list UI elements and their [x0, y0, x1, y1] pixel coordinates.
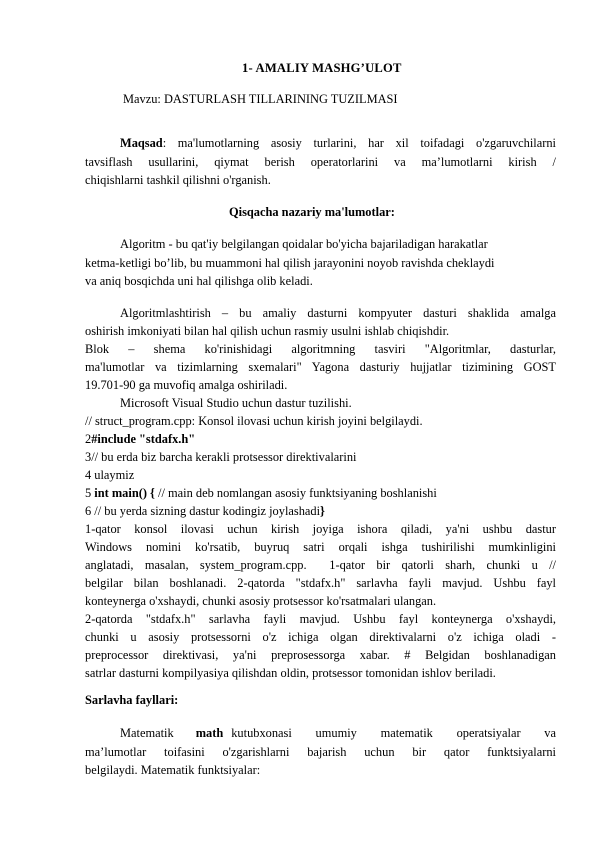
explain1-line-3: anglatadi, masalan, system_program.cpp. 1-qator bir qatorli sharh, chunki u // [85, 558, 556, 572]
explain1-line-4: belgilar bilan boshlanadi. 2-qatorda "stdafx.h" sarlavha fayli mavjud. Ushbu fayl [85, 576, 556, 590]
vs-structure-line: Microsoft Visual Studio uchun dastur tuzilishi. [120, 396, 352, 410]
goal-line-3: chiqishlarni tashkil qilishni o'rganish. [85, 173, 271, 187]
code-line-5: 5 int main() { // main deb nomlangan asosiy funktsiyaning boshlanishi [85, 486, 437, 500]
topic-label: Mavzu [123, 92, 158, 106]
code-line-2: 2#include "stdafx.h" [85, 432, 196, 446]
code-line-3: 3// bu erda biz barcha kerakli protsessor direktivalarini [85, 450, 357, 464]
algorithm-line-2: ketma-ketligi bo’lib, bu muammoni hal qilish jarayonini noyob ravishda cheklaydi [85, 256, 495, 270]
explain2-line-4: satrlar dasturni kompilyasiya qilishdan oldin, protsessor tomonidan ishlov beriladi. [85, 666, 496, 680]
math-line-3: belgilaydi. Matematik funktsiyalar: [85, 763, 261, 777]
code-line-4: 4 ulaymiz [85, 468, 135, 482]
explain1-line-2: Windows nomini ko'rsatib, buyruq satri orqali ishga tushirilishi mumkinligini [85, 540, 556, 554]
explain2-line-2: chunki u asosiy protsessorni o'z ichiga olgan direktivalarni o'z ichiga oladi - [85, 630, 556, 644]
goal-label: Maqsad [120, 136, 163, 150]
goal-line-1: Maqsad: ma'lumotlarning asosiy turlarini, har xil toifadagi o'zgaruvchilarni [120, 136, 556, 150]
algorithmization-line-1: Algoritmlashtirish – bu amaliy dasturni kompyuter dasturi shaklida amalga [120, 306, 556, 320]
topic-line [123, 91, 398, 109]
goal-line-2: tavsiflash usullarini, qiymat berish operatorlarini va ma’lumotlarni kirish / [85, 155, 556, 169]
explain2-line-1: 2-qatorda "stdafx.h" sarlavha fayli mavjud. Ushbu fayl konteynerga o'xshaydi, [85, 612, 556, 626]
block-line-2: ma'lumotlar va tizimlarning sxemalari" Yagona dasturiy hujjatlar tizimining GOST [85, 360, 556, 374]
algorithm-line-3: va aniq bosqichda uni hal qilishga olib keladi. [85, 274, 313, 288]
explain1-line-1: 1-qator konsol ilovasi uchun kirish joyiga ishora qiladi, ya'ni ushbu dastur [85, 522, 556, 536]
topic-separator: : [157, 92, 164, 106]
code-line-6: 6 // bu yerda sizning dastur kodingiz joylashadi} [85, 504, 325, 518]
code-line-1: // struct_program.cpp: Konsol ilovasi uchun kirish joyini belgilaydi. [85, 414, 423, 428]
theory-heading: Qisqacha nazariy ma'lumotlar: [229, 205, 395, 219]
algorithmization-line-2: oshirish imkoniyati bilan hal qilish uchun rasmiy usulni ishlab chiqishdir. [85, 324, 450, 338]
explain2-line-3: preprocessor direktivasi, ya'ni preprosessorga xabar. # Belgidan boshlanadigan [85, 648, 556, 662]
headers-heading: Sarlavha fayllari: [85, 693, 179, 707]
block-line-3: 19.701-90 ga muvofiq amalga oshiriladi. [85, 378, 288, 392]
math-line-2: ma’lumotlar toifasini o'zgarishlarni bajarish uchun bir qator funktsiyalarni [85, 745, 556, 759]
page-title: 1- AMALIY MASHG’ULOT [242, 61, 402, 75]
block-line-1: Blok – shema ko'rinishidagi algoritmning tasviri "Algoritmlar, dasturlar, [85, 342, 556, 356]
explain1-line-5: konteynerga o'xshaydi, chunki asosiy protsessor ko'rsatmalari ulangan. [85, 594, 437, 608]
algorithm-line-1: Algoritm - bu qat'iy belgilangan qoidalar bo'yicha bajariladigan harakatlar [120, 237, 488, 251]
math-line-1: Matematik math kutubxonasi umumiy matematik operatsiyalar va [120, 726, 556, 740]
topic-value: DASTURLASH TILLARINING TUZILMASI [163, 92, 398, 106]
